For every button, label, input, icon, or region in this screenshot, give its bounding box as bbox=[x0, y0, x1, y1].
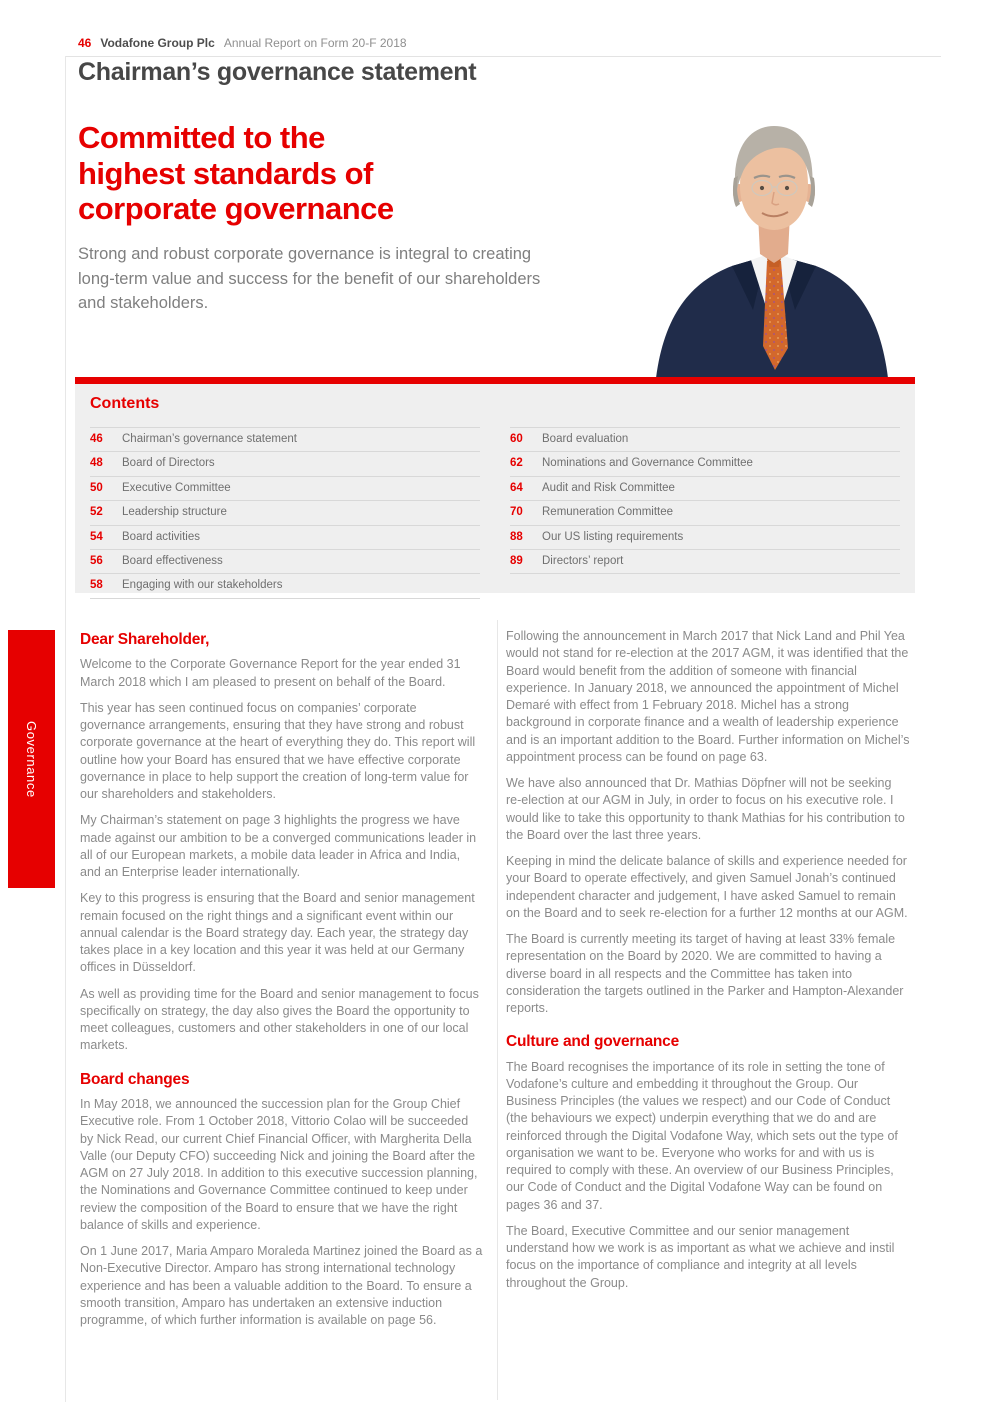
hero-section bbox=[78, 120, 568, 316]
toc-label: Engaging with our stakeholders bbox=[122, 579, 283, 592]
toc-label: Chairman’s governance statement bbox=[122, 433, 297, 445]
paragraph: The Board is currently meeting its target of having at least 33% female representation on the Board by 2020. We are committed to having a diverse board in all respects and the Committee has taken into consideration the targets outlined in the Parker and Hampton-Alexander reports. bbox=[506, 932, 904, 1015]
hero-heading-line: highest standards of bbox=[78, 155, 373, 191]
paragraph: On 1 June 2017, Maria Amparo Moraleda Martinez joined the Board as a Non-Executive Director. Amparo has strong international technology experience and has been a valuable addition to the Board. To ensure a smooth transition, Amparo has undertaken an extensive induction programme, of which further information is available on page 56. bbox=[80, 1244, 483, 1327]
contents-left-column bbox=[90, 427, 480, 599]
paragraph: Keeping in mind the delicate balance of skills and experience needed for your Board to operate effectively, and given Samuel Jonah’s continued independent character and judgement, I have asked Samuel to remain on the Board and to seek re-election for a further 12 months at our AGM. bbox=[506, 854, 908, 920]
section-heading-dear-shareholder: Dear Shareholder, bbox=[80, 631, 210, 648]
toc-label: Board evaluation bbox=[542, 433, 629, 445]
toc-page-number: 62 bbox=[510, 457, 523, 470]
toc-item[interactable] bbox=[510, 451, 900, 475]
paragraph: The Board, Executive Committee and our senior management understand how we work is as important as what we achieve and instil focus on the importance of compliance and integrity at all levels throughout the Group. bbox=[506, 1223, 895, 1290]
toc-item[interactable] bbox=[510, 427, 900, 451]
paragraph: This year has seen continued focus on companies’ corporate governance arrangements, ensuring that they have strong and robust corporate governance at the heart of everything they do. This report will outline how your Board has ensured that we have effective corporate governance in place to help support the creation of long-term value for our shareholders and stakeholders. bbox=[80, 700, 476, 802]
toc-label: Directors’ report bbox=[542, 554, 624, 567]
toc-page-number: 58 bbox=[90, 579, 103, 592]
hero-heading bbox=[78, 120, 568, 227]
toc-label: Board of Directors bbox=[122, 457, 215, 470]
paragraph: Following the announcement in March 2017 that Nick Land and Phil Yea would not stand for re-election at the 2017 AGM, it was identified that the Board would benefit from the addition of someone with financial experience. In January 2018, we announced the appointment of Michel Demaré with effect from 1 February 2018. Michel has a strong background in corporate finance and a wealth of leadership experience and is an important addition to the Board. Further information on Michel’s appointment process can be found on page 63. bbox=[506, 629, 910, 764]
toc-label: Remuneration Committee bbox=[542, 506, 674, 519]
toc-label: Board effectiveness bbox=[122, 554, 223, 567]
toc-label: Leadership structure bbox=[122, 506, 227, 519]
toc-item[interactable] bbox=[510, 525, 900, 549]
page-title: Chairman’s governance statement bbox=[78, 58, 477, 86]
chairman-portrait bbox=[628, 108, 918, 378]
toc-label: Nominations and Governance Committee bbox=[542, 457, 753, 470]
toc-item[interactable] bbox=[90, 549, 480, 573]
chairman-portrait-illustration bbox=[628, 108, 918, 378]
company-name: Vodafone Group Plc bbox=[100, 36, 215, 50]
body-left-column bbox=[80, 628, 484, 1338]
governance-tab-label: Governance bbox=[24, 720, 39, 798]
paragraph: We have also announced that Dr. Mathias Döpfner will not be seeking re-election at our AGM in July, in order to focus on his executive role. I would like to take this opportunity to thank Mathias for his contribution to the Board over the last three years. bbox=[506, 776, 905, 842]
column-divider-rule bbox=[497, 620, 498, 1400]
toc-item[interactable] bbox=[90, 476, 480, 500]
toc-page-number: 89 bbox=[510, 554, 523, 567]
hero-heading-line: Committed to the bbox=[78, 120, 325, 155]
toc-item[interactable] bbox=[90, 525, 480, 549]
report-title: Annual Report on Form 20-F 2018 bbox=[223, 36, 407, 50]
toc-label: Our US listing requirements bbox=[542, 530, 684, 543]
section-heading-culture-and-governance: Culture and governance bbox=[506, 1033, 680, 1051]
paragraph: Key to this progress is ensuring that the Board and senior management remain focused on the right things and a significant event within our annual calendar is the Board strategy day. Each year, the strategy day takes place in a key location and this year it was held at our Germany offices in Düsseldorf. bbox=[80, 891, 475, 975]
toc-item[interactable] bbox=[90, 500, 480, 524]
toc-page-number: 52 bbox=[90, 506, 103, 519]
paragraph: My Chairman’s statement on page 3 highlights the progress we have made against our ambition to be a converged communications leader in all of our European markets, a mobile data leader in Africa and India, and an Enterprise leader internationally. bbox=[80, 813, 477, 880]
toc-item[interactable] bbox=[510, 500, 900, 524]
toc-item[interactable] bbox=[510, 549, 900, 574]
toc-item[interactable] bbox=[90, 573, 480, 598]
hero-heading-line: corporate governance bbox=[78, 191, 394, 227]
contents-right-column bbox=[510, 427, 900, 599]
toc-page-number: 46 bbox=[90, 433, 103, 445]
paragraph: In May 2018, we announced the succession plan for the Group Chief Executive role. From 1 October 2018, Vittorio Colao will be succeeded by Nick Read, our current Chief Financial Officer, with Margherita Della Valle (our Deputy CFO) succeeding Nick and joining the Board after the AGM on 27 July 2018. In addition to this executive succession planning, the Nominations and Governance Committee continued to keep under review the composition of the Board to ensure that we have the right balance of skills and experience. bbox=[80, 1097, 478, 1232]
toc-page-number: 50 bbox=[90, 481, 103, 494]
body-right-column bbox=[506, 628, 910, 1301]
contents-heading: Contents bbox=[90, 395, 160, 412]
page-number: 46 bbox=[78, 36, 92, 50]
contents-box bbox=[75, 377, 915, 593]
toc-page-number: 48 bbox=[90, 457, 103, 470]
toc-label: Audit and Risk Committee bbox=[542, 481, 675, 494]
left-margin-rule bbox=[65, 56, 66, 1402]
toc-label: Board activities bbox=[122, 530, 200, 543]
header-divider bbox=[65, 56, 941, 57]
toc-item[interactable] bbox=[510, 476, 900, 500]
contents-columns bbox=[75, 427, 915, 599]
toc-page-number: 64 bbox=[510, 481, 523, 494]
paragraph: As well as providing time for the Board and senior management to focus specifically on strategy, the day also gives the Board the opportunity to meet colleagues, customers and other stakeholders in one of our local markets. bbox=[80, 986, 479, 1053]
toc-item[interactable] bbox=[90, 451, 480, 475]
contents-red-bar bbox=[75, 377, 915, 384]
toc-page-number: 88 bbox=[510, 530, 523, 543]
page-header bbox=[78, 36, 407, 50]
toc-label: Executive Committee bbox=[122, 481, 231, 494]
toc-item[interactable] bbox=[90, 427, 480, 451]
paragraph: Welcome to the Corporate Governance Report for the year ended 31 March 2018 which I am pleased to present on behalf of the Board. bbox=[80, 657, 461, 689]
toc-page-number: 70 bbox=[510, 506, 523, 519]
hero-subtitle: Strong and robust corporate governance is integral to creating long-term value and success for the benefit of our shareholders and stakeholders. bbox=[78, 244, 541, 313]
toc-page-number: 60 bbox=[510, 433, 523, 445]
section-heading-board-changes: Board changes bbox=[80, 1070, 190, 1088]
paragraph: The Board recognises the importance of its role in setting the tone of Vodafone’s culture and embedding it throughout the Group. Our Business Principles (the values we respect) and our Code of Conduct (the behaviours we expect) underpin everything that we do and are reinforced through the Digital Vodafone Way, which sets out the type of organisation we want to be. Everyone who works for and with us is required to comply with these. An overview of our Business Principles, our Code of Conduct and the Digital Vodafone Way can be found on pages 36 and 37. bbox=[506, 1059, 898, 1212]
governance-section-tab bbox=[8, 630, 55, 888]
toc-page-number: 56 bbox=[90, 554, 103, 567]
toc-page-number: 54 bbox=[90, 530, 103, 543]
